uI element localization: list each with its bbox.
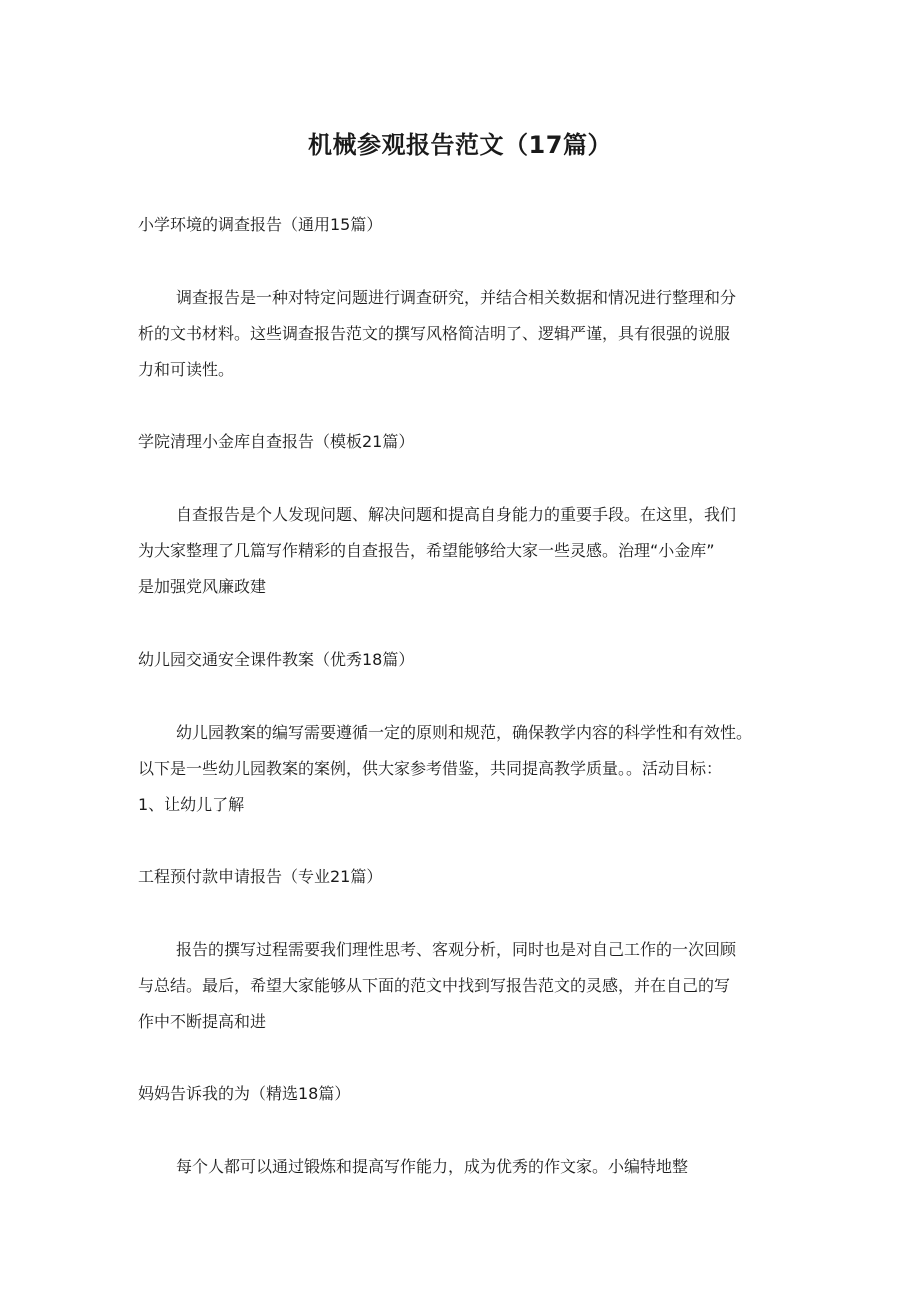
document-title: 机械参观报告范文（17篇） (308, 131, 612, 159)
summary-line: 为大家整理了几篇写作精彩的自查报告，希望能够给大家一些灵感。治理“小金库” (138, 541, 715, 560)
summary-line: 报告的撰写过程需要我们理性思考、客观分析，同时也是对自己工作的一次回顾 (176, 940, 737, 959)
entry-heading: 幼儿园交通安全课件教案（优秀18篇） (138, 650, 415, 669)
summary-line: 作中不断提高和进 (138, 1012, 267, 1031)
entry-summary (138, 1149, 782, 1185)
entry-summary (138, 932, 782, 1040)
summary-line: 自查报告是个人发现问题、解决问题和提高自身能力的重要手段。在这里，我们 (176, 505, 737, 524)
entry-heading: 工程预付款申请报告（专业21篇） (138, 867, 383, 886)
summary-line: 是加强党风廉政建 (138, 577, 267, 596)
summary-line: 1、让幼儿了解 (138, 795, 245, 814)
summary-line: 力和可读性。 (138, 360, 235, 379)
entry-heading: 妈妈告诉我的为（精选18篇） (138, 1084, 351, 1103)
summary-line: 析的文书材料。这些调查报告范文的撰写风格简洁明了、逻辑严谨，具有很强的说服 (138, 324, 731, 343)
entry-summary (138, 280, 782, 388)
entry-heading: 小学环境的调查报告（通用15篇） (138, 215, 383, 234)
summary-line: 调查报告是一种对特定问题进行调查研究，并结合相关数据和情况进行整理和分 (176, 288, 737, 307)
entry-heading: 学院清理小金库自查报告（模板21篇） (138, 432, 415, 451)
summary-line: 幼儿园教案的编写需要遵循一定的原则和规范，确保教学内容的科学性和有效性。 (176, 723, 753, 742)
entry-summary (138, 715, 782, 823)
summary-line: 以下是一些幼儿园教案的案例，供大家参考借鉴，共同提高教学质量。。活动目标： (138, 759, 723, 778)
summary-line: 与总结。最后，希望大家能够从下面的范文中找到写报告范文的灵感，并在自己的写 (138, 976, 731, 995)
summary-line: 每个人都可以通过锻炼和提高写作能力，成为优秀的作文家。小编特地整 (176, 1157, 689, 1176)
entry-summary (138, 497, 782, 605)
